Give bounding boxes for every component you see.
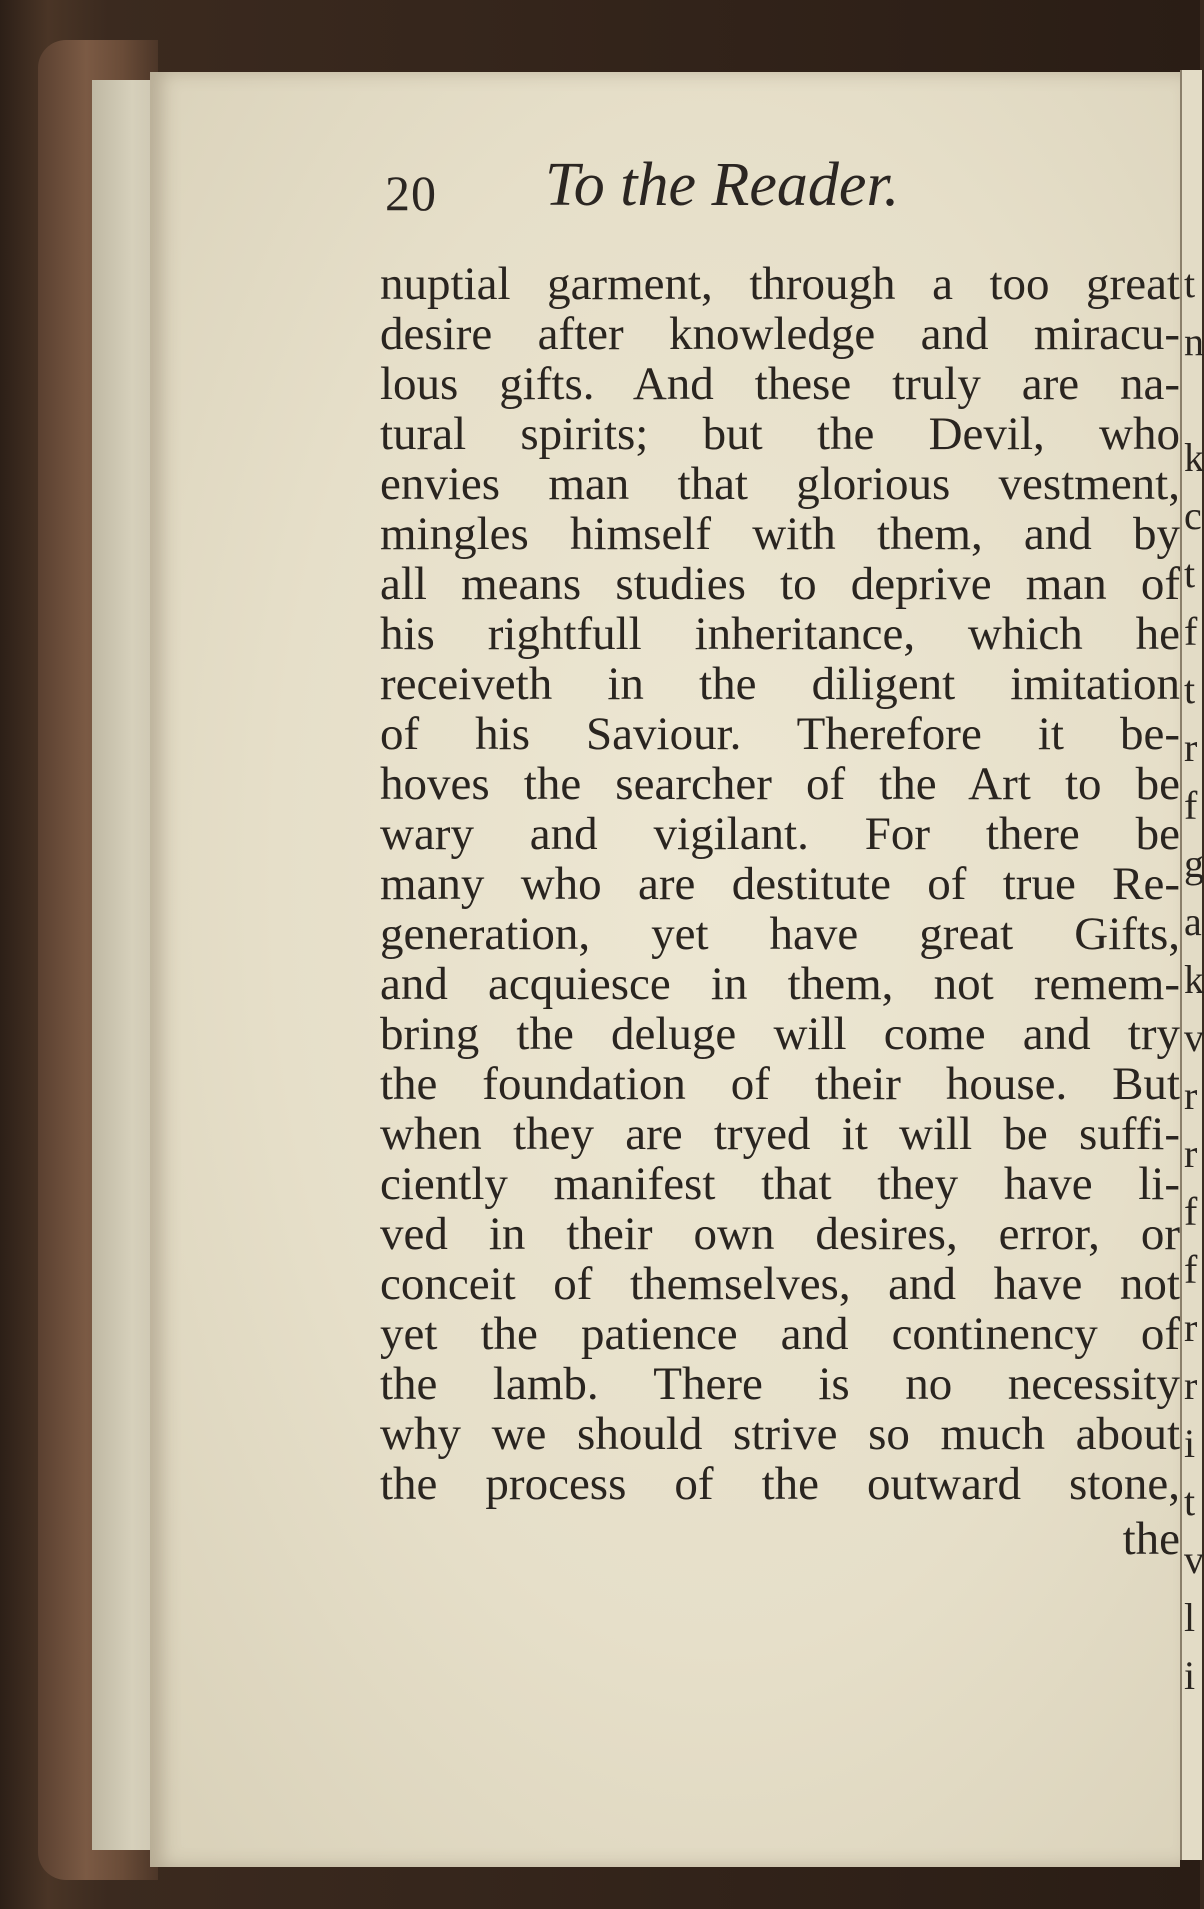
facing-letter: f — [1184, 1247, 1198, 1292]
text-line: when they are tryed it will be suffi- — [380, 1108, 1180, 1160]
facing-letter: r — [1184, 1131, 1198, 1176]
text-line: why we should strive so much about — [380, 1408, 1180, 1460]
text-line: bring the deluge will come and try — [380, 1008, 1180, 1060]
text-line: ved in their own desires, error, or — [380, 1208, 1180, 1260]
text-line: conceit of themselves, and have not — [380, 1258, 1180, 1310]
text-line: hoves the searcher of the Art to be — [380, 758, 1180, 810]
facing-letter: r — [1184, 1363, 1198, 1408]
facing-letter: i — [1184, 1421, 1196, 1466]
text-line: many who are destitute of true Re- — [380, 858, 1180, 910]
page-number: 20 — [385, 165, 437, 221]
facing-letter: v — [1184, 1015, 1204, 1060]
facing-letter: g — [1184, 841, 1204, 886]
facing-letter: t — [1184, 1479, 1196, 1524]
text-line: the process of the outward stone, — [380, 1458, 1180, 1510]
running-title: To the Reader. — [545, 151, 900, 219]
facing-letter: c — [1184, 493, 1202, 538]
text-line: wary and vigilant. For there be — [380, 808, 1180, 860]
facing-letter: t — [1184, 667, 1196, 712]
text-line: desire after knowledge and miracu- — [380, 308, 1180, 360]
text-line: lous gifts. And these truly are na- — [380, 358, 1180, 410]
facing-letter: r — [1184, 725, 1198, 770]
facing-letter: r — [1184, 1305, 1198, 1350]
facing-letter: r — [1184, 1073, 1198, 1118]
text-line: the lamb. There is no necessity — [380, 1358, 1180, 1410]
text-line: receiveth in the diligent imitation — [380, 658, 1180, 710]
text-line: envies man that glorious vestment, — [380, 458, 1180, 510]
text-line: ciently manifest that they have li- — [380, 1158, 1180, 1210]
text-line: nuptial garment, through a too great — [380, 258, 1180, 310]
text-line: yet the patience and continency of — [380, 1308, 1180, 1360]
facing-letter: f — [1184, 1189, 1198, 1234]
text-line: his rightfull inheritance, which he — [380, 608, 1180, 660]
text-line: all means studies to deprive man of — [380, 558, 1180, 610]
facing-letter: i — [1184, 1653, 1196, 1698]
facing-page-letters — [1184, 255, 1204, 1705]
text-line: mingles himself with them, and by — [380, 508, 1180, 560]
text-line: the foundation of their house. But — [380, 1058, 1180, 1110]
facing-letter: f — [1184, 783, 1198, 828]
facing-letter — [1184, 371, 1200, 429]
facing-letter: k — [1184, 957, 1204, 1002]
text-line: tural spirits; but the Devil, who — [380, 408, 1180, 460]
facing-letter: v — [1184, 1537, 1204, 1582]
text-line: generation, yet have great Gifts, — [380, 908, 1180, 960]
text-line: and acquiesce in them, not remem- — [380, 958, 1180, 1010]
text-line: of his Saviour. Therefore it be- — [380, 708, 1180, 760]
facing-letter: t — [1184, 551, 1196, 596]
facing-letter: a — [1184, 899, 1202, 944]
facing-letter: k — [1184, 435, 1204, 480]
facing-letter: t — [1184, 261, 1196, 306]
facing-letter: l — [1184, 1595, 1196, 1640]
catchword: the — [1122, 1513, 1180, 1565]
facing-letter: n — [1184, 319, 1204, 364]
facing-letter: f — [1184, 609, 1198, 654]
